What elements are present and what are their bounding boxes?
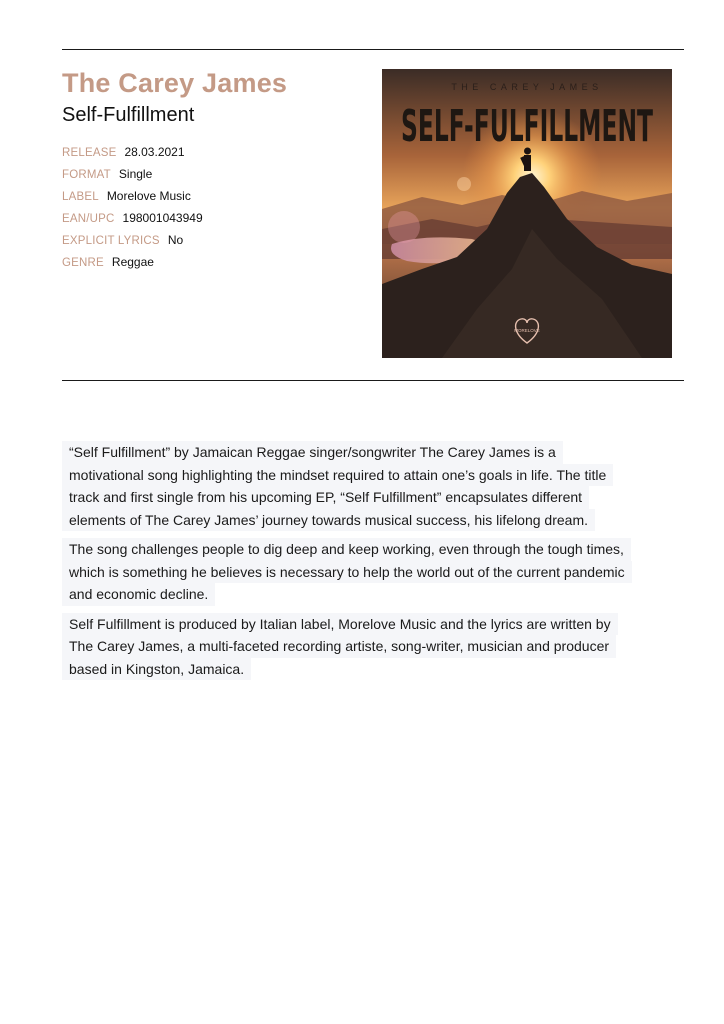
text-line: motivational song highlighting the mindset required to attain one’s goals in life. The title <box>62 464 613 487</box>
text-line: and economic decline. <box>62 583 215 606</box>
text-line: “Self Fulfillment” by Jamaican Reggae singer/songwriter The Carey James is a <box>62 441 563 464</box>
album-cover <box>382 69 672 358</box>
description-paragraph <box>62 538 662 606</box>
meta-release <box>62 144 203 166</box>
text-line: based in Kingston, Jamaica. <box>62 658 251 681</box>
meta-value: Single <box>118 167 153 181</box>
meta-genre <box>62 254 203 276</box>
release-title: Self-Fulfillment <box>62 104 195 126</box>
description <box>62 441 662 687</box>
meta-value: 28.03.2021 <box>124 145 185 159</box>
text-line: elements of The Carey James’ journey towards musical success, his lifelong dream. <box>62 509 595 532</box>
meta-label: RELEASE <box>62 147 117 159</box>
meta-value: Morelove Music <box>106 189 191 203</box>
text-line: The Carey James, a multi-faceted recording artiste, song-writer, musician and producer <box>62 635 616 658</box>
cover-title-text: SELF-FULFILLMENT <box>401 101 653 152</box>
description-paragraph <box>62 441 662 531</box>
bottom-divider <box>62 380 684 381</box>
top-divider <box>62 49 684 50</box>
meta-value: 198001043949 <box>122 211 203 225</box>
meta-label: GENRE <box>62 257 104 269</box>
meta-label-row <box>62 188 203 210</box>
meta-label: LABEL <box>62 191 99 203</box>
meta-format <box>62 166 203 188</box>
meta-ean-upc <box>62 210 203 232</box>
text-line: The song challenges people to dig deep and keep working, even through the tough times, <box>62 538 631 561</box>
meta-label: EAN/UPC <box>62 213 115 225</box>
cover-artist-text: THE CAREY JAMES <box>451 82 603 92</box>
cover-logo-text: MORELOVE <box>514 328 540 333</box>
meta-label: EXPLICIT LYRICS <box>62 235 160 247</box>
artist-name: The Carey James <box>62 68 288 98</box>
meta-value: Reggae <box>111 255 154 269</box>
text-line: track and first single from his upcoming EP, “Self Fulfillment” encapsulates different <box>62 486 589 509</box>
text-line: Self Fulfillment is produced by Italian label, Morelove Music and the lyrics are written by <box>62 613 618 636</box>
text-line: which is something he believes is necessary to help the world out of the current pandemic <box>62 561 632 584</box>
meta-label: FORMAT <box>62 169 111 181</box>
meta-explicit-lyrics <box>62 232 203 254</box>
description-paragraph <box>62 613 662 681</box>
release-metadata <box>62 144 203 276</box>
meta-value: No <box>167 233 184 247</box>
